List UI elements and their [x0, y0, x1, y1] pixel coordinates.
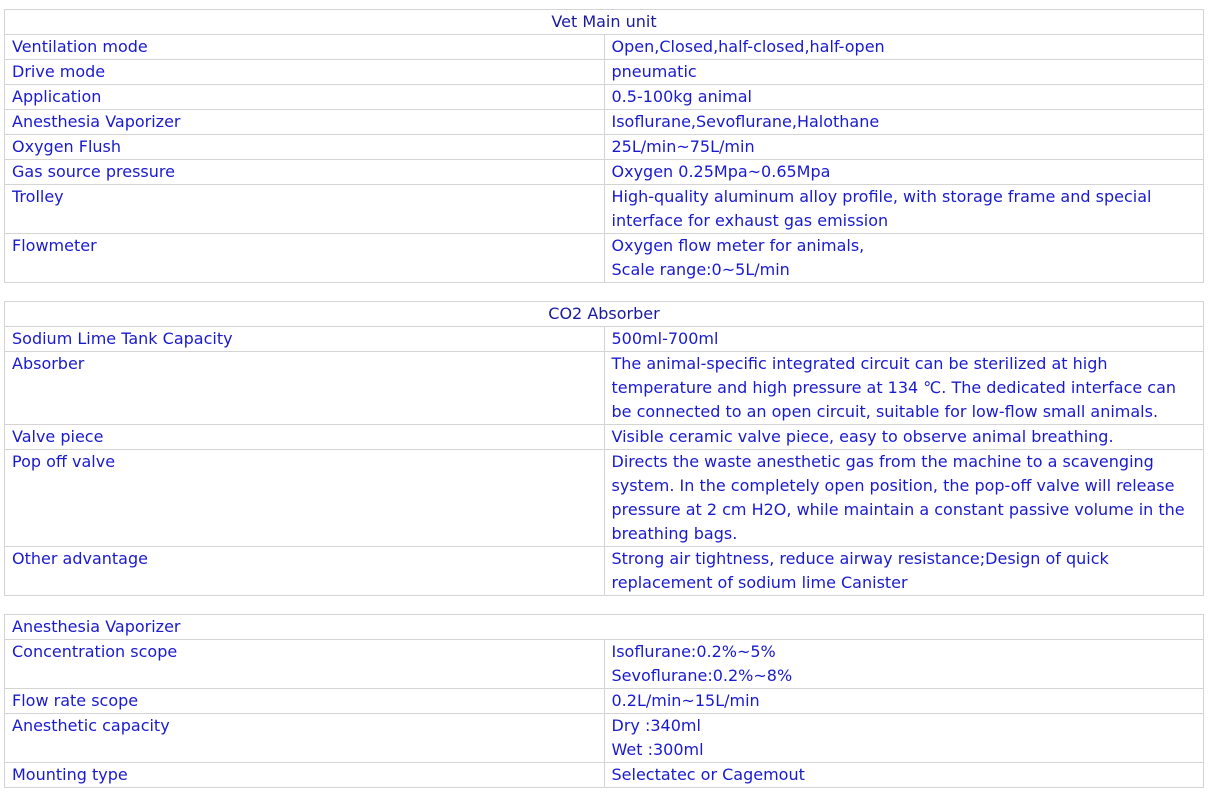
spec-value: Isoflurane,Sevoflurane,Halothane [604, 110, 1204, 135]
table-row [5, 352, 1204, 425]
spec-value: Visible ceramic valve piece, easy to observe animal breathing. [604, 425, 1204, 450]
table-row [5, 35, 1204, 60]
table-row [5, 60, 1204, 85]
spec-label: Drive mode [5, 60, 605, 85]
co2-absorber-table [4, 301, 1204, 596]
spec-value: 500ml-700ml [604, 327, 1204, 352]
table-row [5, 327, 1204, 352]
table-row [5, 425, 1204, 450]
spec-value: Oxygen 0.25Mpa~0.65Mpa [604, 160, 1204, 185]
table-row [5, 450, 1204, 547]
spec-value: Strong air tightness, reduce airway resistance;Design of quick replacement of sodium lime Canister [604, 547, 1204, 596]
table-row [5, 689, 1204, 714]
table-heading-row [5, 615, 1204, 640]
spec-value: 0.2L/min~15L/min [604, 689, 1204, 714]
spec-label: Absorber [5, 352, 605, 425]
spec-label: Valve piece [5, 425, 605, 450]
table-row [5, 234, 1204, 283]
spec-value: Directs the waste anesthetic gas from the machine to a scavenging system. In the completely open position, the pop-off valve will release pressure at 2 cm H2O, while maintain a constant passive volume in the breathing bags. [604, 450, 1204, 547]
spec-label: Sodium Lime Tank Capacity [5, 327, 605, 352]
spec-value: Isoflurane:0.2%~5% Sevoflurane:0.2%~8% [604, 640, 1204, 689]
spec-value: Selectatec or Cagemout [604, 763, 1204, 788]
spec-value: Oxygen flow meter for animals, Scale range:0~5L/min [604, 234, 1204, 283]
table-row [5, 547, 1204, 596]
table-row [5, 110, 1204, 135]
table-heading: CO2 Absorber [5, 302, 1204, 327]
spec-label: Gas source pressure [5, 160, 605, 185]
spec-label: Flow rate scope [5, 689, 605, 714]
table-row [5, 763, 1204, 788]
spec-value: Dry :340ml Wet :300ml [604, 714, 1204, 763]
spec-value: 0.5-100kg animal [604, 85, 1204, 110]
spec-label: Flowmeter [5, 234, 605, 283]
spec-label: Anesthetic capacity [5, 714, 605, 763]
table-heading-row [5, 10, 1204, 35]
spec-label: Ventilation mode [5, 35, 605, 60]
table-row [5, 85, 1204, 110]
spec-label: Concentration scope [5, 640, 605, 689]
spec-label: Application [5, 85, 605, 110]
spec-label: Oxygen Flush [5, 135, 605, 160]
spec-value: 25L/min~75L/min [604, 135, 1204, 160]
table-row [5, 714, 1204, 763]
spec-value: pneumatic [604, 60, 1204, 85]
table-row [5, 135, 1204, 160]
table-heading: Vet Main unit [5, 10, 1204, 35]
spec-label: Trolley [5, 185, 605, 234]
spec-value: Open,Closed,half-closed,half-open [604, 35, 1204, 60]
spec-label: Anesthesia Vaporizer [5, 110, 605, 135]
spec-value: The animal-specific integrated circuit can be sterilized at high temperature and high pressure at 134 ℃. The dedicated interface can be connected to an open circuit, suitable for low-flow small animals. [604, 352, 1204, 425]
vet-main-unit-table [4, 9, 1204, 283]
table-heading: Anesthesia Vaporizer [5, 615, 1204, 640]
table-row [5, 640, 1204, 689]
spec-label: Other advantage [5, 547, 605, 596]
table-heading-row [5, 302, 1204, 327]
spec-value: High-quality aluminum alloy profile, with storage frame and special interface for exhaust gas emission [604, 185, 1204, 234]
spec-label: Pop off valve [5, 450, 605, 547]
anesthesia-vaporizer-table [4, 614, 1204, 788]
table-row [5, 160, 1204, 185]
spec-label: Mounting type [5, 763, 605, 788]
table-row [5, 185, 1204, 234]
